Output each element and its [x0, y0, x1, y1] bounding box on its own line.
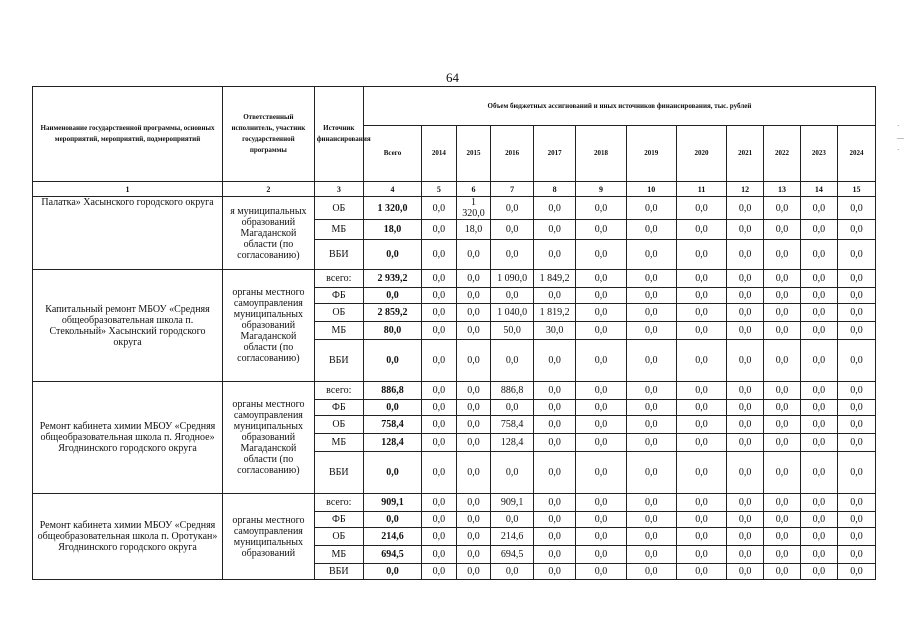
value-cell: 0,0: [800, 434, 837, 452]
value-cell: 0,0: [456, 434, 491, 452]
value-cell: 0,0: [456, 340, 491, 382]
value-cell: 694,5: [491, 546, 533, 564]
value-cell: 0,0: [456, 546, 491, 564]
margin-mark: ·: [897, 122, 900, 130]
value-cell: 758,4: [491, 416, 533, 434]
value-cell: 0,0: [576, 564, 626, 580]
source-cell: МБ: [314, 434, 363, 452]
value-cell: 0,0: [576, 322, 626, 340]
value-cell: 0,0: [533, 546, 575, 564]
value-cell: 0,0: [764, 564, 801, 580]
source-cell: ВБИ: [314, 340, 363, 382]
value-cell: 0,0: [837, 382, 875, 400]
value-cell: 0,0: [764, 512, 801, 528]
value-cell: 0,0: [764, 322, 801, 340]
value-cell: 0,0: [764, 400, 801, 416]
header-year: 2022: [764, 126, 801, 182]
value-cell: 0,0: [456, 322, 491, 340]
source-cell: всего:: [314, 494, 363, 512]
source-cell: ФБ: [314, 288, 363, 304]
source-cell: МБ: [314, 546, 363, 564]
column-number: 12: [727, 182, 764, 197]
value-cell: 0,0: [727, 416, 764, 434]
value-cell: 0,0: [533, 416, 575, 434]
value-cell: 0,0: [727, 494, 764, 512]
header-year: 2021: [727, 126, 764, 182]
value-cell: 30,0: [533, 322, 575, 340]
value-cell: 0,0: [676, 288, 726, 304]
value-cell: 0,0: [837, 288, 875, 304]
value-cell: 0,0: [727, 528, 764, 546]
value-cell: 0,0: [727, 382, 764, 400]
value-cell: 1 040,0: [491, 304, 533, 322]
value-cell: 0,0: [422, 220, 457, 240]
value-cell: 128,4: [491, 434, 533, 452]
value-cell: 0,0: [727, 240, 764, 270]
value-cell: 0,0: [576, 546, 626, 564]
value-cell: 0,0: [837, 528, 875, 546]
value-cell: 0,0: [626, 240, 676, 270]
value-cell: 0,0: [727, 197, 764, 220]
value-cell: 18,0: [456, 220, 491, 240]
value-cell: 0,0: [800, 322, 837, 340]
value-cell: 0,0: [676, 270, 726, 288]
header-year: 2014: [422, 126, 457, 182]
value-cell: 0,0: [456, 416, 491, 434]
column-number: 11: [676, 182, 726, 197]
value-cell: 0,0: [800, 400, 837, 416]
value-cell: 0,0: [456, 240, 491, 270]
executor-cell: я муниципальных образований Магаданской области (по согласованию): [223, 197, 315, 270]
value-cell: 0,0: [764, 416, 801, 434]
value-cell: 0,0: [727, 322, 764, 340]
value-cell: 0,0: [533, 434, 575, 452]
value-cell: 0,0: [626, 322, 676, 340]
value-cell: 0,0: [800, 546, 837, 564]
header-executor: Ответственный исполнитель, участник государственной программы: [223, 87, 315, 182]
value-cell: 0,0: [837, 340, 875, 382]
value-cell: 0,0: [837, 322, 875, 340]
table-row: [33, 382, 876, 400]
value-cell: 0,0: [422, 546, 457, 564]
margin-mark: ·: [897, 146, 900, 154]
total-cell: 0,0: [363, 400, 421, 416]
program-name: Ремонт кабинета химии МБОУ «Средняя общеобразовательная школа п. Оротукан» Ягоднинского городского округа: [33, 494, 223, 580]
value-cell: 0,0: [422, 322, 457, 340]
value-cell: 886,8: [491, 382, 533, 400]
value-cell: 0,0: [491, 452, 533, 494]
column-number: 5: [422, 182, 457, 197]
value-cell: 0,0: [676, 564, 726, 580]
value-cell: 0,0: [626, 340, 676, 382]
value-cell: 0,0: [764, 494, 801, 512]
header-source: Источник финансирования: [314, 87, 363, 182]
value-cell: 0,0: [800, 340, 837, 382]
total-cell: 128,4: [363, 434, 421, 452]
column-number: 7: [491, 182, 533, 197]
value-cell: 0,0: [764, 270, 801, 288]
value-cell: 0,0: [422, 528, 457, 546]
total-cell: 214,6: [363, 528, 421, 546]
value-cell: 0,0: [456, 512, 491, 528]
value-cell: 1 320,0: [456, 197, 491, 220]
value-cell: 0,0: [626, 382, 676, 400]
value-cell: 0,0: [456, 528, 491, 546]
table-body: [33, 182, 876, 580]
value-cell: 0,0: [727, 546, 764, 564]
value-cell: 0,0: [676, 434, 726, 452]
value-cell: 0,0: [676, 340, 726, 382]
total-cell: 0,0: [363, 512, 421, 528]
value-cell: 0,0: [727, 270, 764, 288]
value-cell: 1 090,0: [491, 270, 533, 288]
value-cell: 0,0: [422, 512, 457, 528]
value-cell: 0,0: [456, 288, 491, 304]
column-number: 14: [800, 182, 837, 197]
column-number: 13: [764, 182, 801, 197]
value-cell: 0,0: [626, 304, 676, 322]
value-cell: 0,0: [422, 270, 457, 288]
value-cell: 0,0: [491, 197, 533, 220]
column-number: 1: [33, 182, 223, 197]
value-cell: 0,0: [837, 494, 875, 512]
column-number: 4: [363, 182, 421, 197]
value-cell: 0,0: [764, 528, 801, 546]
value-cell: 0,0: [456, 382, 491, 400]
value-cell: 0,0: [837, 434, 875, 452]
program-name: Ремонт кабинета химии МБОУ «Средняя общеобразовательная школа п. Ягодное» Ягоднинского городского округа: [33, 382, 223, 494]
total-cell: 758,4: [363, 416, 421, 434]
value-cell: 0,0: [422, 400, 457, 416]
margin-mark: —: [897, 134, 904, 142]
value-cell: 0,0: [764, 546, 801, 564]
value-cell: 0,0: [576, 416, 626, 434]
source-cell: ОБ: [314, 197, 363, 220]
value-cell: 0,0: [626, 416, 676, 434]
column-number-row: [33, 182, 876, 197]
value-cell: 0,0: [676, 528, 726, 546]
value-cell: 0,0: [800, 304, 837, 322]
value-cell: 0,0: [800, 512, 837, 528]
value-cell: 0,0: [533, 564, 575, 580]
header-total: Всего: [363, 126, 421, 182]
value-cell: 1 819,2: [533, 304, 575, 322]
value-cell: 0,0: [626, 400, 676, 416]
value-cell: 0,0: [727, 564, 764, 580]
header-volume: Объем бюджетных ассигнований и иных источников финансирования, тыс. рублей: [363, 87, 875, 126]
value-cell: 0,0: [800, 564, 837, 580]
table-header: [33, 87, 876, 182]
value-cell: 0,0: [764, 220, 801, 240]
value-cell: 0,0: [800, 416, 837, 434]
value-cell: 0,0: [727, 304, 764, 322]
value-cell: 0,0: [576, 340, 626, 382]
value-cell: 0,0: [800, 197, 837, 220]
value-cell: 0,0: [491, 512, 533, 528]
value-cell: 0,0: [837, 452, 875, 494]
value-cell: 0,0: [727, 434, 764, 452]
value-cell: 0,0: [422, 564, 457, 580]
budget-table: [32, 86, 876, 580]
executor-cell: органы местного самоуправления муниципальных образований Магаданской области (по согласованию): [223, 270, 315, 382]
source-cell: ФБ: [314, 512, 363, 528]
value-cell: 0,0: [422, 197, 457, 220]
value-cell: 0,0: [456, 494, 491, 512]
value-cell: 0,0: [576, 434, 626, 452]
value-cell: 0,0: [676, 197, 726, 220]
total-cell: 694,5: [363, 546, 421, 564]
value-cell: 0,0: [533, 494, 575, 512]
value-cell: 0,0: [456, 270, 491, 288]
value-cell: 0,0: [456, 452, 491, 494]
total-cell: 886,8: [363, 382, 421, 400]
value-cell: 0,0: [676, 322, 726, 340]
value-cell: 0,0: [422, 240, 457, 270]
column-number: 2: [223, 182, 315, 197]
total-cell: 0,0: [363, 288, 421, 304]
program-name: Капитальный ремонт МБОУ «Средняя общеобразовательная школа п. Стекольный» Хасынский городского округа: [33, 270, 223, 382]
value-cell: 0,0: [727, 340, 764, 382]
value-cell: 0,0: [491, 564, 533, 580]
source-cell: всего:: [314, 270, 363, 288]
total-cell: 0,0: [363, 452, 421, 494]
value-cell: 0,0: [800, 382, 837, 400]
total-cell: 1 320,0: [363, 197, 421, 220]
value-cell: 0,0: [456, 304, 491, 322]
value-cell: 0,0: [764, 288, 801, 304]
program-name: Палатка» Хасынского городского округа: [33, 197, 223, 270]
value-cell: 0,0: [491, 220, 533, 240]
value-cell: 0,0: [837, 270, 875, 288]
value-cell: 0,0: [727, 220, 764, 240]
value-cell: 0,0: [576, 400, 626, 416]
table-row: [33, 270, 876, 288]
value-cell: 0,0: [533, 240, 575, 270]
value-cell: 0,0: [676, 546, 726, 564]
value-cell: 0,0: [837, 197, 875, 220]
value-cell: 0,0: [626, 512, 676, 528]
value-cell: 0,0: [626, 546, 676, 564]
header-year: 2024: [837, 126, 875, 182]
value-cell: 0,0: [576, 494, 626, 512]
value-cell: 0,0: [626, 494, 676, 512]
total-cell: 2 859,2: [363, 304, 421, 322]
value-cell: 0,0: [727, 288, 764, 304]
value-cell: 0,0: [533, 452, 575, 494]
value-cell: 0,0: [626, 434, 676, 452]
value-cell: 0,0: [491, 400, 533, 416]
value-cell: 0,0: [456, 400, 491, 416]
total-cell: 18,0: [363, 220, 421, 240]
value-cell: 0,0: [626, 528, 676, 546]
column-number: 8: [533, 182, 575, 197]
value-cell: 0,0: [422, 340, 457, 382]
value-cell: 0,0: [837, 240, 875, 270]
value-cell: 0,0: [764, 304, 801, 322]
value-cell: 0,0: [764, 434, 801, 452]
value-cell: 0,0: [626, 452, 676, 494]
value-cell: 0,0: [837, 304, 875, 322]
value-cell: 0,0: [576, 270, 626, 288]
value-cell: 0,0: [576, 304, 626, 322]
value-cell: 0,0: [800, 494, 837, 512]
total-cell: 2 939,2: [363, 270, 421, 288]
value-cell: 0,0: [422, 452, 457, 494]
value-cell: 0,0: [576, 197, 626, 220]
total-cell: 909,1: [363, 494, 421, 512]
value-cell: 0,0: [422, 288, 457, 304]
source-cell: ОБ: [314, 304, 363, 322]
value-cell: 0,0: [676, 220, 726, 240]
value-cell: 909,1: [491, 494, 533, 512]
value-cell: 0,0: [533, 220, 575, 240]
column-number: 10: [626, 182, 676, 197]
header-year: 2018: [576, 126, 626, 182]
column-number: 6: [456, 182, 491, 197]
column-number: 15: [837, 182, 875, 197]
value-cell: 0,0: [764, 340, 801, 382]
value-cell: 0,0: [626, 270, 676, 288]
page-number: 64: [446, 70, 459, 85]
value-cell: 0,0: [800, 270, 837, 288]
table-row: [33, 197, 876, 220]
source-cell: ВБИ: [314, 452, 363, 494]
header-year: 2016: [491, 126, 533, 182]
value-cell: 0,0: [456, 564, 491, 580]
value-cell: 0,0: [533, 400, 575, 416]
value-cell: 0,0: [837, 512, 875, 528]
executor-cell: органы местного самоуправления муниципальных образований Магаданской области (по согласованию): [223, 382, 315, 494]
value-cell: 0,0: [576, 240, 626, 270]
value-cell: 0,0: [576, 220, 626, 240]
value-cell: 0,0: [800, 452, 837, 494]
value-cell: 0,0: [800, 288, 837, 304]
value-cell: 0,0: [727, 400, 764, 416]
value-cell: 0,0: [576, 528, 626, 546]
value-cell: 0,0: [491, 288, 533, 304]
value-cell: 0,0: [533, 197, 575, 220]
value-cell: 0,0: [576, 382, 626, 400]
value-cell: 0,0: [837, 546, 875, 564]
value-cell: 0,0: [422, 434, 457, 452]
value-cell: 0,0: [837, 564, 875, 580]
value-cell: 0,0: [764, 452, 801, 494]
value-cell: 0,0: [676, 452, 726, 494]
value-cell: 0,0: [676, 494, 726, 512]
value-cell: 0,0: [764, 240, 801, 270]
executor-cell: органы местного самоуправления муниципальных образований: [223, 494, 315, 580]
value-cell: 0,0: [727, 512, 764, 528]
value-cell: 0,0: [837, 220, 875, 240]
source-cell: ВБИ: [314, 240, 363, 270]
header-program: Наименование государственной программы, основных мероприятий, мероприятий, подмероприятий: [33, 87, 223, 182]
table-row: [33, 494, 876, 512]
source-cell: всего:: [314, 382, 363, 400]
value-cell: 0,0: [626, 564, 676, 580]
source-cell: МБ: [314, 322, 363, 340]
source-cell: ВБИ: [314, 564, 363, 580]
value-cell: 0,0: [422, 494, 457, 512]
value-cell: 0,0: [626, 197, 676, 220]
value-cell: 0,0: [491, 240, 533, 270]
value-cell: 0,0: [491, 340, 533, 382]
value-cell: 0,0: [576, 288, 626, 304]
margin-marks: [897, 120, 904, 156]
header-year: 2020: [676, 126, 726, 182]
value-cell: 0,0: [533, 512, 575, 528]
value-cell: 50,0: [491, 322, 533, 340]
value-cell: 214,6: [491, 528, 533, 546]
value-cell: 0,0: [764, 382, 801, 400]
value-cell: 0,0: [764, 197, 801, 220]
source-cell: ОБ: [314, 528, 363, 546]
value-cell: 0,0: [676, 512, 726, 528]
value-cell: 0,0: [533, 382, 575, 400]
source-cell: МБ: [314, 220, 363, 240]
value-cell: 0,0: [676, 240, 726, 270]
value-cell: 0,0: [626, 220, 676, 240]
value-cell: 0,0: [422, 382, 457, 400]
value-cell: 0,0: [676, 382, 726, 400]
value-cell: 0,0: [533, 528, 575, 546]
value-cell: 0,0: [800, 240, 837, 270]
value-cell: 0,0: [533, 288, 575, 304]
total-cell: 0,0: [363, 564, 421, 580]
value-cell: 0,0: [676, 400, 726, 416]
column-number: 9: [576, 182, 626, 197]
header-year: 2015: [456, 126, 491, 182]
header-year: 2017: [533, 126, 575, 182]
value-cell: 0,0: [422, 416, 457, 434]
value-cell: 0,0: [727, 452, 764, 494]
value-cell: 1 849,2: [533, 270, 575, 288]
value-cell: 0,0: [837, 416, 875, 434]
value-cell: 0,0: [576, 512, 626, 528]
value-cell: 0,0: [837, 400, 875, 416]
source-cell: ОБ: [314, 416, 363, 434]
value-cell: 0,0: [626, 288, 676, 304]
value-cell: 0,0: [800, 528, 837, 546]
header-year: 2023: [800, 126, 837, 182]
value-cell: 0,0: [422, 304, 457, 322]
value-cell: 0,0: [800, 220, 837, 240]
source-cell: ФБ: [314, 400, 363, 416]
total-cell: 80,0: [363, 322, 421, 340]
column-number: 3: [314, 182, 363, 197]
value-cell: 0,0: [676, 416, 726, 434]
value-cell: 0,0: [576, 452, 626, 494]
total-cell: 0,0: [363, 240, 421, 270]
header-year: 2019: [626, 126, 676, 182]
value-cell: 0,0: [676, 304, 726, 322]
value-cell: 0,0: [533, 340, 575, 382]
total-cell: 0,0: [363, 340, 421, 382]
